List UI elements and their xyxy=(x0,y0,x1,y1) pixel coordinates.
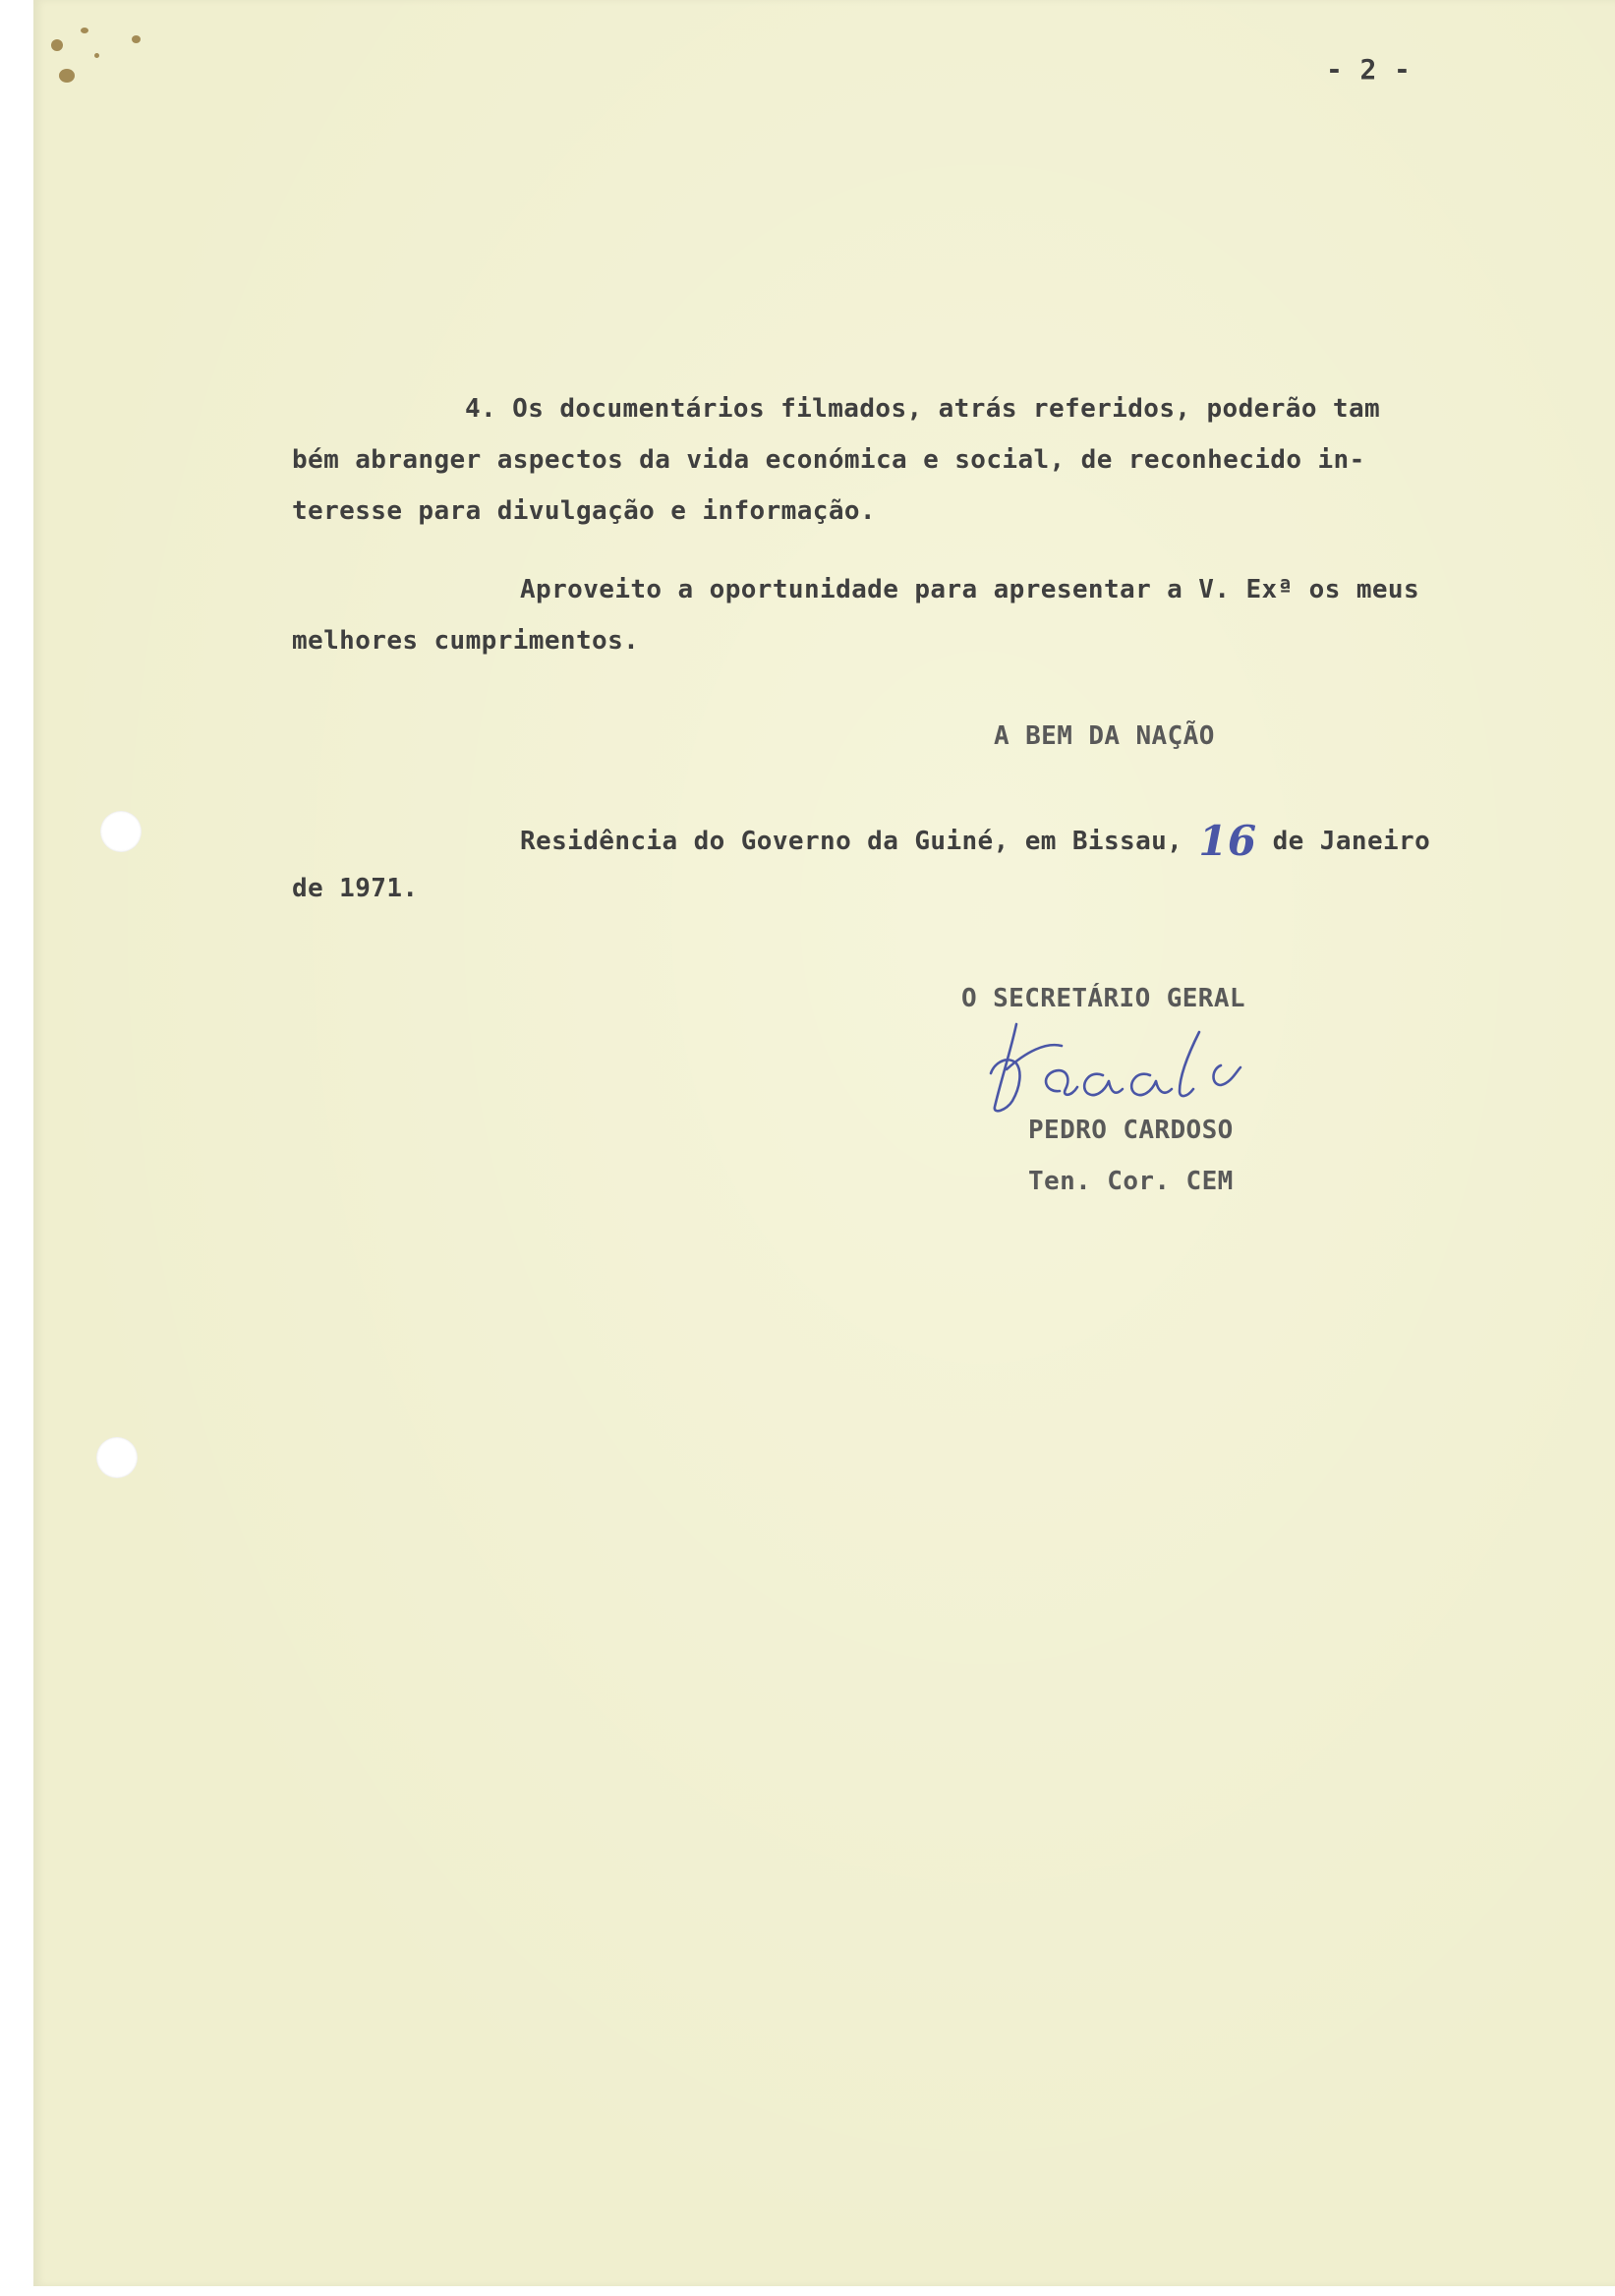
signatory-rank: Ten. Cor. CEM xyxy=(1028,1167,1234,1196)
binder-hole xyxy=(96,1437,138,1478)
binder-hole xyxy=(100,811,142,852)
place-date-line xyxy=(520,810,1430,867)
paragraph-line: Aproveito a oportunidade para apresentar a V. Exª os meus xyxy=(520,575,1420,604)
page-number: - 2 - xyxy=(1326,53,1412,86)
place-date-prefix: Residência do Governo da Guiné, em Bissau, xyxy=(520,827,1183,856)
date-year-line: de 1971. xyxy=(292,874,419,903)
salutation: A BEM DA NAÇÃO xyxy=(994,721,1215,751)
document-page xyxy=(33,0,1615,2286)
paragraph-line: 4. Os documentários filmados, atrás referidos, poderão tam xyxy=(465,394,1381,424)
paragraph-line: teresse para divulgação e informação. xyxy=(292,496,876,526)
signatory-title: O SECRETÁRIO GERAL xyxy=(961,984,1245,1013)
place-date-suffix: de Janeiro xyxy=(1272,827,1431,856)
paragraph-line: bém abranger aspectos da vida económica e social, de reconhecido in- xyxy=(292,445,1365,475)
paragraph-line: melhores cumprimentos. xyxy=(292,626,640,656)
handwritten-day: 16 xyxy=(1198,817,1257,865)
scan-border xyxy=(0,2286,1615,2296)
signatory-name: PEDRO CARDOSO xyxy=(1028,1116,1234,1145)
